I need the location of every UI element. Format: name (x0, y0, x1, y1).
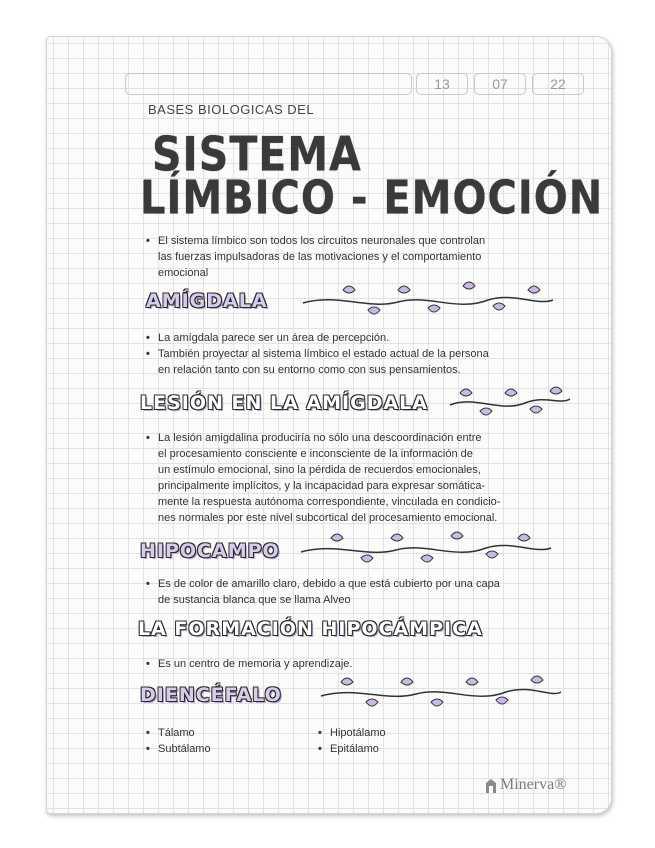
title-line-2: LÍMBICO - EMOCIÓN (140, 172, 604, 225)
diencefalo-right-list (318, 725, 386, 757)
intro-line: emocional (158, 267, 209, 279)
bullet-dot: • (318, 743, 322, 755)
bullet-line: el procesamiento consciente e inconsciente de la información de (158, 448, 473, 460)
bullet-line: La amígdala parece ser un área de percepción. (158, 332, 390, 344)
bullet-line: mente la respuesta autónoma correspondiente, vinculada en condicio- (158, 496, 501, 508)
intro-bullet (146, 233, 485, 281)
bullet-dot: • (146, 348, 150, 360)
brand-logo: Minerva® (500, 776, 567, 793)
bullet-line: Es un centro de memoria y aprendizaje. (158, 658, 353, 670)
title-line-1: SISTEMA (152, 127, 362, 183)
bullet-dot: • (146, 432, 150, 444)
bullet-line: La lesión amigdalina produciría no sólo una descoordinación entre (158, 432, 482, 444)
section-title-amigdala: AMÍGDALA (146, 290, 268, 312)
vine-decoration (316, 672, 566, 718)
bullet-line: También proyectar al sistema límbico el estado actual de la persona (158, 348, 489, 360)
subtitle: BASES BIOLOGICAS DEL (148, 102, 315, 117)
bullet-line: principalmente implícitos, y la incapacidad para expresar somática- (158, 480, 486, 492)
formacion-bullets (146, 656, 352, 672)
date-day: 13 (416, 73, 468, 95)
diencefalo-left-list (146, 725, 211, 757)
bullet-line: nes normales por este nivel subcortical del procesamiento emocional. (158, 512, 498, 524)
list-item: Tálamo (158, 727, 195, 739)
intro-line: El sistema límbico son todos los circuitos neuronales que controlan (158, 235, 486, 247)
section-title-lesion: LESIÓN EN LA AMÍGDALA (140, 392, 428, 414)
bullet-dot: • (146, 658, 150, 670)
vine-decoration (296, 528, 558, 574)
section-title-formacion: LA FORMACIÓN HIPOCÁMPICA (138, 618, 483, 640)
intro-line: las fuerzas impulsadoras de las motivaciones y el comportamiento (158, 251, 482, 263)
hipocampo-bullets (146, 576, 500, 608)
list-item: Epitálamo (330, 743, 379, 755)
bullet-dot: • (146, 235, 150, 247)
bullet-dot: • (146, 578, 150, 590)
date-year: 22 (532, 73, 584, 95)
vine-decoration (298, 278, 558, 328)
bullet-dot: • (146, 727, 150, 739)
bullet-line: Es de color de amarillo claro, debido a que está cubierto por una capa (158, 578, 500, 590)
list-item: Hipotálamo (330, 727, 386, 739)
amigdala-bullets (146, 330, 489, 378)
bullet-line: de sustancia blanca que se llama Alveo (158, 594, 351, 606)
bullet-dot: • (146, 332, 150, 344)
lesion-bullets (146, 430, 500, 526)
vine-decoration (445, 385, 575, 425)
list-item: Subtálamo (158, 743, 211, 755)
bullet-dot: • (318, 727, 322, 739)
section-title-hipocampo: HIPOCAMPO (140, 540, 280, 562)
bullet-line: en relación tanto con su entorno como con sus pensamientos. (158, 364, 461, 376)
header-title-box (125, 73, 412, 95)
section-title-diencefalo: DIENCÉFALO (140, 684, 282, 706)
bullet-line: un estímulo emocional, sino la pérdida de recuerdos emocionales, (158, 464, 481, 476)
date-month: 07 (474, 73, 526, 95)
bullet-dot: • (146, 743, 150, 755)
minerva-logo-icon (484, 778, 498, 794)
